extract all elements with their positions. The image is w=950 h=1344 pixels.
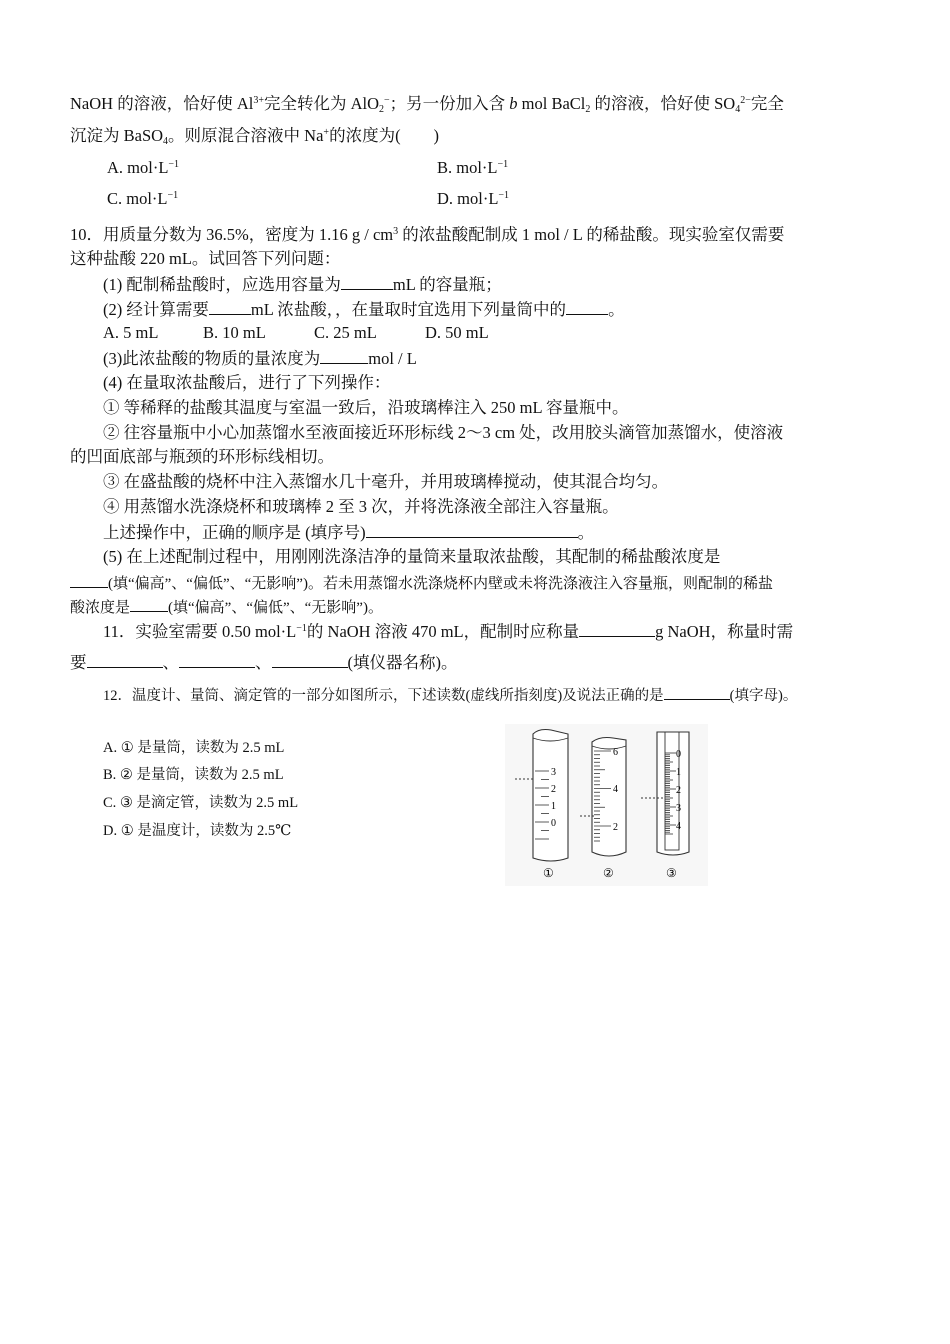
- tube-3-tick-label: 2: [676, 785, 681, 796]
- q12-option-c[interactable]: C. ③ 是滴定管，读数为 2.5 mL: [103, 795, 299, 811]
- q9-stem-line2: 沉淀为 BaSO$_4$。则原混合溶液中 Na+的浓度为( ): [70, 126, 440, 147]
- q10-part2: (2) 经计算需要 mL 浓盐酸，，在量取时宜选用下列量筒中的 。: [103, 300, 625, 319]
- tube-3-tick-label: 3: [676, 803, 681, 814]
- q10-part5-line3: 酸浓度是 (填“偏高”、“偏低”、“无影响”)。: [70, 595, 383, 619]
- q9-option-a[interactable]: A. $mol\cdot L^{-1}$: [107, 158, 180, 177]
- q10-order: 上述操作中，正确的顺序是 (填序号) 。: [103, 523, 595, 542]
- tube-1-tick-label: 2: [551, 784, 556, 795]
- answer-blank[interactable]: [366, 521, 578, 538]
- answer-blank[interactable]: [87, 651, 163, 668]
- answer-blank[interactable]: [130, 595, 168, 612]
- tube-1-tick-label: 1: [551, 801, 556, 812]
- tube-1-tick-label: 3: [551, 767, 556, 778]
- tube-2-tick-label: 2: [613, 822, 618, 833]
- q11-line2: 要 、 、 (填仪器名称)。: [70, 653, 458, 672]
- q10-stem-line2: 这种盐酸 220 mL。试回答下列问题：: [70, 249, 341, 268]
- tube-3-body: [657, 732, 689, 855]
- q10-choice-a[interactable]: A. 5 mL: [103, 323, 159, 342]
- q12-option-a[interactable]: A. ① 是量筒，读数为 2.5 mL: [103, 740, 285, 756]
- q10-part1: (1) 配制稀盐酸时，应选用容量为 mL 的容量瓶；: [103, 275, 502, 294]
- q10-choice-d[interactable]: D. 50 mL: [425, 323, 489, 342]
- tube-2-body: [592, 738, 626, 857]
- tube-1-caption: ①: [543, 866, 554, 880]
- tube-2-caption: ②: [603, 866, 614, 880]
- answer-blank[interactable]: [179, 651, 255, 668]
- answer-blank[interactable]: [272, 651, 348, 668]
- tube-3-caption: ③: [666, 866, 677, 880]
- q12-option-d[interactable]: D. ① 是温度计，读数为 2.5℃: [103, 823, 292, 839]
- answer-blank[interactable]: [341, 273, 393, 290]
- q9-option-c[interactable]: C. $mol\cdot L^{-1}$: [107, 189, 179, 208]
- tube-2-tick-label: 4: [613, 784, 618, 795]
- instrument-figure-svg: [505, 724, 708, 886]
- q10-part5: (5) 在上述配制过程中，用刚刚洗涤洁净的量筒来量取浓盐酸，其配制的稀盐酸浓度是: [103, 547, 721, 566]
- instrument-figure: [505, 724, 708, 886]
- q10-operation-1: ① 等稀释的盐酸其温度与室温一致后，沿玻璃棒注入 250 mL 容量瓶中。: [103, 398, 629, 417]
- tube-3-tick-label: 4: [676, 821, 681, 832]
- q10-operation-2: ② 往容量瓶中小心加蒸馏水至液面接近环形标线 2～3 cm 处，改用胶头滴管加蒸馏水，使溶液: [103, 423, 784, 442]
- q11-line1: 11．实验室需要 0.50 $mol\cdot L^{-1}$的 NaOH 溶液 470 mL，配制时应称量 g NaOH，称量时需: [103, 622, 794, 641]
- q12-option-b[interactable]: B. ② 是量筒，读数为 2.5 mL: [103, 767, 284, 783]
- answer-blank[interactable]: [209, 298, 251, 315]
- q10-choice-c[interactable]: C. 25 mL: [314, 323, 377, 342]
- q10-stem-line1: 10．用质量分数为 36.5%，密度为 1.16 g / $cm^3$ 的浓盐酸配制成 1 mol / L 的稀盐酸。现实验室仅需要: [70, 225, 785, 244]
- q10-part3: (3)此浓盐酸的物质的量浓度为 mol / L: [103, 349, 417, 368]
- q10-operation-2-cont: 的凹面底部与瓶颈的环形标线相切。: [70, 447, 334, 466]
- answer-blank[interactable]: [664, 683, 730, 700]
- q10-part4: (4) 在量取浓盐酸后，进行了下列操作：: [103, 373, 391, 392]
- tube-1-body: [533, 730, 568, 862]
- q10-operation-3: ③ 在盛盐酸的烧杯中注入蒸馏水几十毫升，并用玻璃棒搅动，使其混合均匀。: [103, 472, 669, 491]
- answer-blank[interactable]: [566, 298, 608, 315]
- tube-3-tick-label: 0: [676, 749, 681, 760]
- q10-choice-b[interactable]: B. 10 mL: [203, 323, 266, 342]
- tube-3-tick-label: 1: [676, 767, 681, 778]
- q9-stem-line1: NaOH 的溶液，恰好使 $Al^{3+}$完全转化为 AlO$_2$−；另一份加入含 b mol BaCl$_2$ 的溶液，恰好使 $SO_4^{2-}$完全: [70, 94, 784, 115]
- answer-blank[interactable]: [579, 620, 655, 637]
- answer-blank[interactable]: [320, 347, 368, 364]
- tube-1-tick-label: 0: [551, 818, 556, 829]
- q10-operation-4: ④ 用蒸馏水洗涤烧杯和玻璃棒 2 至 3 次，并将洗涤液全部注入容量瓶。: [103, 497, 619, 516]
- q9-option-b[interactable]: B. $mol\cdot L^{-1}$: [437, 158, 509, 177]
- tube-2-tick-label: 6: [613, 747, 618, 758]
- q10-part5-line2: (填“偏高”、“偏低”、“无影响”)。若未用蒸馏水洗涤烧杯内壁或未将洗涤液注入容量瓶，则配制的稀盐: [70, 571, 773, 595]
- q9-option-d[interactable]: D. $mol\cdot L^{-1}$: [437, 189, 510, 208]
- answer-blank[interactable]: [70, 571, 108, 588]
- q12-stem: 12．温度计、量筒、滴定管的一部分如图所示，下述读数(虚线所指刻度)及说法正确的是 (填字母)。: [103, 683, 797, 707]
